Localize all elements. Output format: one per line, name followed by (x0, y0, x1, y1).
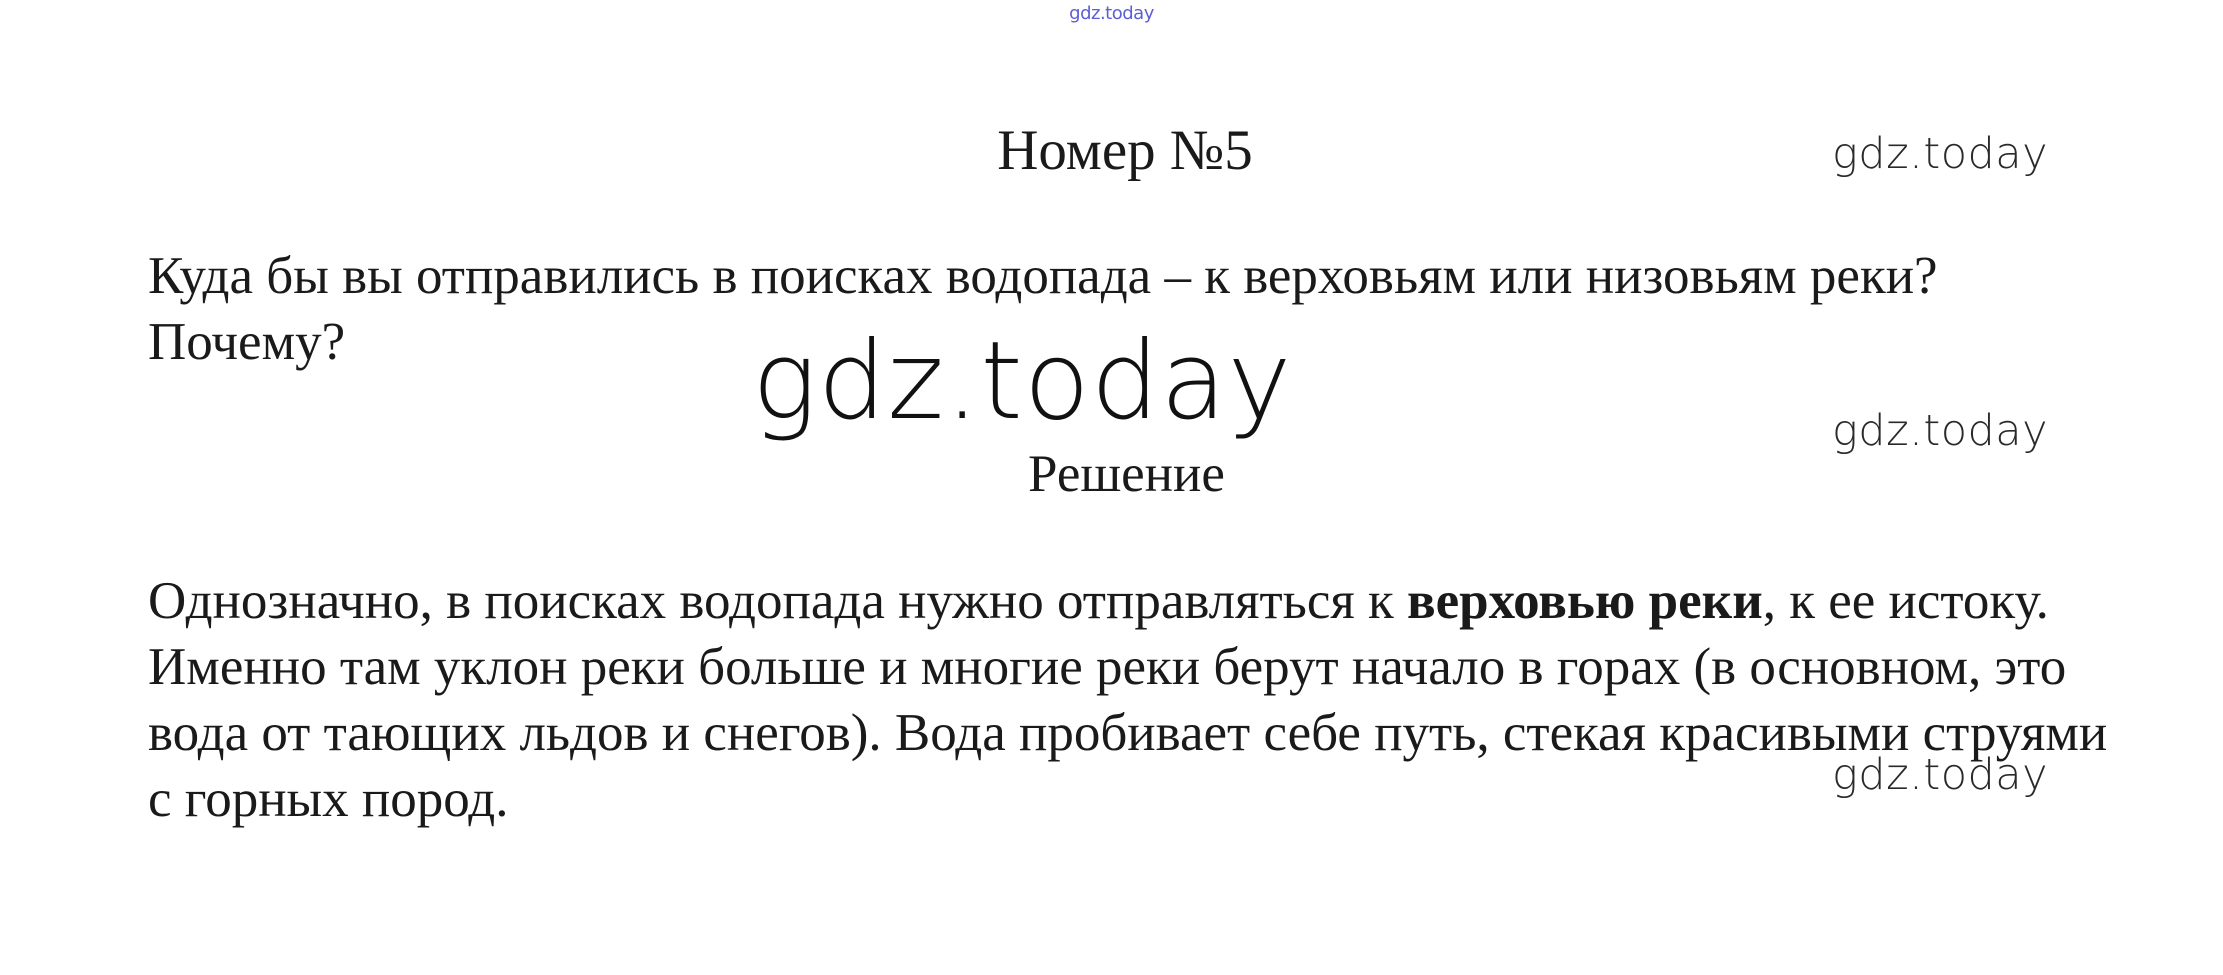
answer-text-bold: верховью реки (1406, 572, 1763, 630)
question-text: Куда бы вы отправились в поисках водопада – к верховьям или низовьям реки? Почему? (148, 247, 1938, 371)
top-watermark: gdz.today (1069, 3, 1154, 24)
solution-heading: Решение (1028, 445, 1225, 503)
watermark-large: gdz.today (752, 319, 1293, 444)
answer-text-part-2: , к ее истоку. Именно там уклон реки больше и многие реки берут начало в горах (в основном, это вода от тающих льдов и снегов). Вода пробивает себе путь, стекая красивыми струями с горных пород. (148, 572, 2108, 828)
watermark-right-3: gdz.today (1832, 750, 2049, 800)
watermark-right-2: gdz.today (1832, 406, 2049, 456)
answer-text-part-1: Однозначно, в поисках водопада нужно отправляться к (148, 572, 1407, 630)
watermark-right-1: gdz.today (1832, 129, 2049, 179)
page-title: Номер №5 (997, 119, 1253, 182)
